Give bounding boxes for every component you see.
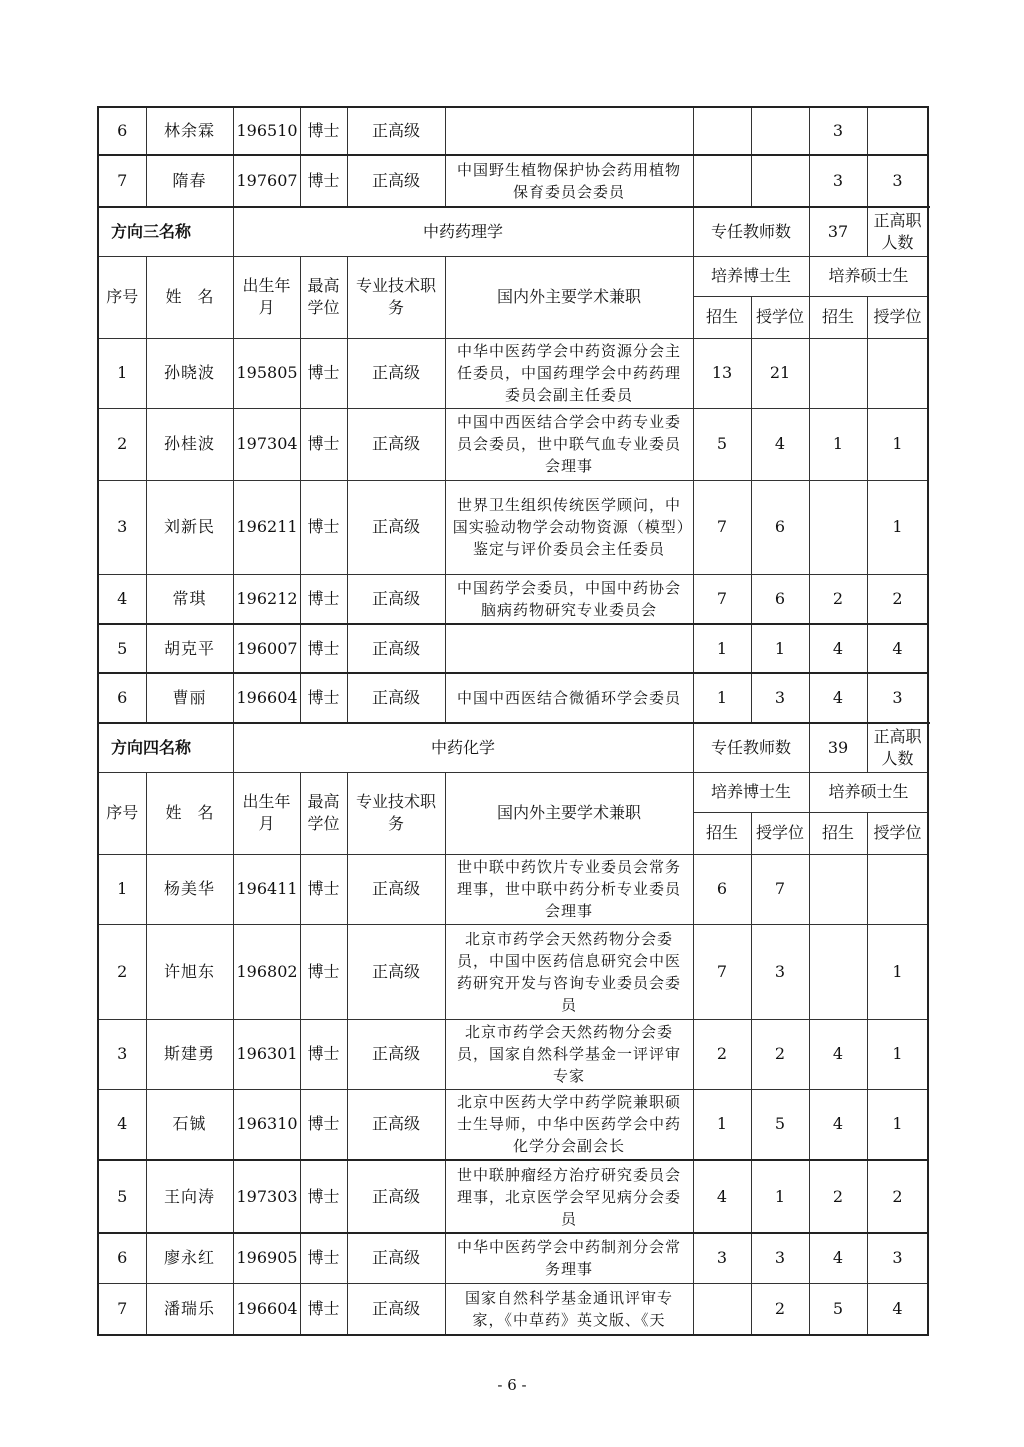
header-title: 专业技术职 务 xyxy=(347,772,445,854)
masters-enrollment: 2 xyxy=(809,1160,867,1233)
birth-date: 196604 xyxy=(233,1283,300,1335)
table-row xyxy=(98,624,928,673)
masters-degrees-awarded: 3 xyxy=(867,673,928,723)
highest-degree: 博士 xyxy=(300,624,347,673)
masters-degrees-awarded: 1 xyxy=(867,480,928,574)
birth-date: 196212 xyxy=(233,574,300,624)
table-row xyxy=(98,924,928,1019)
highest-degree: 博士 xyxy=(300,107,347,155)
phd-degrees-awarded: 6 xyxy=(751,480,809,574)
teacher-name: 王向涛 xyxy=(146,1160,233,1233)
professional-title: 正高级 xyxy=(347,107,445,155)
academic-roles: 中国中西医结合学会中药专业委员会委员，世中联气血专业委员会理事 xyxy=(445,408,693,480)
academic-roles: 北京市药学会天然药物分会委员，中国中医药信息研究会中医药研究开发与咨询专业委员会委员 xyxy=(445,924,693,1019)
masters-enrollment: 4 xyxy=(809,673,867,723)
masters-degrees-awarded: 1 xyxy=(867,1089,928,1160)
phd-enrollment xyxy=(693,107,751,155)
birth-date: 196510 xyxy=(233,107,300,155)
phd-degrees-awarded: 4 xyxy=(751,408,809,480)
phd-enrollment: 7 xyxy=(693,574,751,624)
masters-enrollment: 4 xyxy=(809,1233,867,1283)
header-row xyxy=(98,772,928,812)
phd-degrees-awarded: 3 xyxy=(751,673,809,723)
serial-number: 1 xyxy=(98,854,146,924)
phd-degrees-awarded: 3 xyxy=(751,924,809,1019)
professional-title: 正高级 xyxy=(347,574,445,624)
highest-degree: 博士 xyxy=(300,673,347,723)
serial-number: 5 xyxy=(98,624,146,673)
masters-degrees-awarded: 3 xyxy=(867,155,928,207)
phd-enrollment xyxy=(693,155,751,207)
academic-roles: 国家自然科学基金通讯评审专家，《中草药》英文版、《天 xyxy=(445,1283,693,1335)
academic-roles: 中国中西医结合微循环学会委员 xyxy=(445,673,693,723)
masters-enrollment: 5 xyxy=(809,1283,867,1335)
teacher-name: 廖永红 xyxy=(146,1233,233,1283)
professional-title: 正高级 xyxy=(347,673,445,723)
header-ms-award: 授学位 xyxy=(867,812,928,854)
academic-roles: 中国药学会委员，中国中药协会脑病药物研究专业委员会 xyxy=(445,574,693,624)
phd-enrollment: 6 xyxy=(693,854,751,924)
phd-degrees-awarded: 5 xyxy=(751,1089,809,1160)
teacher-name: 杨美华 xyxy=(146,854,233,924)
birth-date: 196802 xyxy=(233,924,300,1019)
table-row xyxy=(98,1089,928,1160)
table-row xyxy=(98,155,928,207)
table-row xyxy=(98,673,928,723)
table-row xyxy=(98,1233,928,1283)
header-masters: 培养硕士生 xyxy=(809,772,928,812)
phd-degrees-awarded: 1 xyxy=(751,624,809,673)
header-serial: 序号 xyxy=(98,256,146,338)
highest-degree: 博士 xyxy=(300,155,347,207)
phd-degrees-awarded: 2 xyxy=(751,1019,809,1089)
professional-title: 正高级 xyxy=(347,1283,445,1335)
professional-title: 正高级 xyxy=(347,1233,445,1283)
birth-date: 196905 xyxy=(233,1233,300,1283)
teacher-count-label: 专任教师数 xyxy=(693,723,809,772)
masters-enrollment: 1 xyxy=(809,408,867,480)
phd-degrees-awarded: 6 xyxy=(751,574,809,624)
masters-degrees-awarded: 2 xyxy=(867,1160,928,1233)
table-row xyxy=(98,1160,928,1233)
highest-degree: 博士 xyxy=(300,408,347,480)
academic-roles: 中国野生植物保护协会药用植物保育委员会委员 xyxy=(445,155,693,207)
serial-number: 1 xyxy=(98,338,146,408)
masters-degrees-awarded: 1 xyxy=(867,924,928,1019)
masters-degrees-awarded xyxy=(867,854,928,924)
serial-number: 6 xyxy=(98,673,146,723)
professional-title: 正高级 xyxy=(347,480,445,574)
birth-date: 197304 xyxy=(233,408,300,480)
academic-roles xyxy=(445,107,693,155)
highest-degree: 博士 xyxy=(300,574,347,624)
academic-roles: 北京中医药大学中药学院兼职硕士生导师，中华中医药学会中药化学分会副会长 xyxy=(445,1089,693,1160)
phd-enrollment: 1 xyxy=(693,624,751,673)
header-phd-award: 授学位 xyxy=(751,812,809,854)
teacher-name: 胡克平 xyxy=(146,624,233,673)
teacher-name: 斯建勇 xyxy=(146,1019,233,1089)
masters-degrees-awarded xyxy=(867,107,928,155)
serial-number: 7 xyxy=(98,1283,146,1335)
masters-enrollment xyxy=(809,854,867,924)
header-ms-enroll: 招生 xyxy=(809,296,867,338)
senior-count-label: 正高职人数 xyxy=(867,723,928,772)
serial-number: 4 xyxy=(98,1089,146,1160)
academic-roles: 中华中医药学会中药资源分会主任委员，中国药理学会中药药理委员会副主任委员 xyxy=(445,338,693,408)
phd-enrollment: 7 xyxy=(693,924,751,1019)
highest-degree: 博士 xyxy=(300,480,347,574)
masters-enrollment: 4 xyxy=(809,624,867,673)
serial-number: 4 xyxy=(98,574,146,624)
professional-title: 正高级 xyxy=(347,1160,445,1233)
table-row xyxy=(98,480,928,574)
highest-degree: 博士 xyxy=(300,854,347,924)
professional-title: 正高级 xyxy=(347,854,445,924)
professional-title: 正高级 xyxy=(347,1089,445,1160)
birth-date: 196411 xyxy=(233,854,300,924)
masters-degrees-awarded: 2 xyxy=(867,574,928,624)
header-birth: 出生年月 xyxy=(233,772,300,854)
masters-degrees-awarded: 4 xyxy=(867,1283,928,1335)
professional-title: 正高级 xyxy=(347,1019,445,1089)
header-birth: 出生年月 xyxy=(233,256,300,338)
professional-title: 正高级 xyxy=(347,624,445,673)
phd-degrees-awarded: 21 xyxy=(751,338,809,408)
masters-enrollment: 4 xyxy=(809,1019,867,1089)
serial-number: 7 xyxy=(98,155,146,207)
phd-degrees-awarded: 3 xyxy=(751,1233,809,1283)
header-serial: 序号 xyxy=(98,772,146,854)
masters-enrollment: 2 xyxy=(809,574,867,624)
academic-roles xyxy=(445,624,693,673)
direction-label: 方向三名称 xyxy=(98,207,233,256)
phd-enrollment: 3 xyxy=(693,1233,751,1283)
birth-date: 197303 xyxy=(233,1160,300,1233)
academic-roles: 中华中医药学会中药制剂分会常务理事 xyxy=(445,1233,693,1283)
masters-enrollment: 4 xyxy=(809,1089,867,1160)
phd-enrollment: 2 xyxy=(693,1019,751,1089)
serial-number: 5 xyxy=(98,1160,146,1233)
teacher-name: 孙桂波 xyxy=(146,408,233,480)
direction-label: 方向四名称 xyxy=(98,723,233,772)
header-phd: 培养博士生 xyxy=(693,256,809,296)
table-row xyxy=(98,1019,928,1089)
direction-row xyxy=(98,207,928,256)
header-degree: 最高学位 xyxy=(300,256,347,338)
highest-degree: 博士 xyxy=(300,1283,347,1335)
phd-enrollment: 13 xyxy=(693,338,751,408)
serial-number: 3 xyxy=(98,1019,146,1089)
masters-degrees-awarded: 4 xyxy=(867,624,928,673)
birth-date: 196604 xyxy=(233,673,300,723)
teacher-name: 许旭东 xyxy=(146,924,233,1019)
highest-degree: 博士 xyxy=(300,1160,347,1233)
masters-degrees-awarded: 3 xyxy=(867,1233,928,1283)
masters-degrees-awarded: 1 xyxy=(867,408,928,480)
header-phd: 培养博士生 xyxy=(693,772,809,812)
direction-name: 中药化学 xyxy=(233,723,693,772)
header-phd-enroll: 招生 xyxy=(693,812,751,854)
phd-enrollment: 7 xyxy=(693,480,751,574)
teacher-name: 常琪 xyxy=(146,574,233,624)
header-title: 专业技术职 务 xyxy=(347,256,445,338)
masters-degrees-awarded: 1 xyxy=(867,1019,928,1089)
phd-enrollment: 1 xyxy=(693,673,751,723)
header-masters: 培养硕士生 xyxy=(809,256,928,296)
birth-date: 196007 xyxy=(233,624,300,673)
phd-degrees-awarded xyxy=(751,107,809,155)
phd-enrollment: 4 xyxy=(693,1160,751,1233)
table-row xyxy=(98,408,928,480)
phd-enrollment: 1 xyxy=(693,1089,751,1160)
header-roles: 国内外主要学术兼职 xyxy=(445,772,693,854)
teacher-name: 潘瑞乐 xyxy=(146,1283,233,1335)
teacher-count: 37 xyxy=(809,207,867,256)
serial-number: 6 xyxy=(98,107,146,155)
page-number: - 6 - xyxy=(497,1376,527,1394)
teacher-name: 林余霖 xyxy=(146,107,233,155)
serial-number: 3 xyxy=(98,480,146,574)
birth-date: 196211 xyxy=(233,480,300,574)
table-row xyxy=(98,338,928,408)
teacher-name: 刘新民 xyxy=(146,480,233,574)
phd-enrollment: 5 xyxy=(693,408,751,480)
senior-count-label: 正高职人数 xyxy=(867,207,928,256)
academic-roles: 世中联肿瘤经方治疗研究委员会理事，北京医学会罕见病分会委员 xyxy=(445,1160,693,1233)
birth-date: 196301 xyxy=(233,1019,300,1089)
masters-enrollment xyxy=(809,480,867,574)
phd-degrees-awarded xyxy=(751,155,809,207)
academic-roles: 世界卫生组织传统医学顾问，中国实验动物学会动物资源（模型）鉴定与评价委员会主任委员 xyxy=(445,480,693,574)
masters-enrollment xyxy=(809,338,867,408)
phd-degrees-awarded: 1 xyxy=(751,1160,809,1233)
masters-enrollment: 3 xyxy=(809,155,867,207)
teacher-count-label: 专任教师数 xyxy=(693,207,809,256)
teacher-name: 石铖 xyxy=(146,1089,233,1160)
table-row xyxy=(98,107,928,155)
masters-enrollment: 3 xyxy=(809,107,867,155)
birth-date: 196310 xyxy=(233,1089,300,1160)
teacher-name: 隋春 xyxy=(146,155,233,207)
masters-enrollment xyxy=(809,924,867,1019)
header-phd-enroll: 招生 xyxy=(693,296,751,338)
table-row xyxy=(98,1283,928,1335)
professional-title: 正高级 xyxy=(347,338,445,408)
direction-name: 中药药理学 xyxy=(233,207,693,256)
highest-degree: 博士 xyxy=(300,1019,347,1089)
serial-number: 2 xyxy=(98,924,146,1019)
phd-degrees-awarded: 2 xyxy=(751,1283,809,1335)
header-phd-award: 授学位 xyxy=(751,296,809,338)
header-row xyxy=(98,256,928,296)
serial-number: 6 xyxy=(98,1233,146,1283)
academic-roles: 北京市药学会天然药物分会委员，国家自然科学基金一评评审专家 xyxy=(445,1019,693,1089)
professional-title: 正高级 xyxy=(347,155,445,207)
phd-degrees-awarded: 7 xyxy=(751,854,809,924)
serial-number: 2 xyxy=(98,408,146,480)
professional-title: 正高级 xyxy=(347,408,445,480)
direction-row xyxy=(98,723,928,772)
table-row xyxy=(98,854,928,924)
birth-date: 197607 xyxy=(233,155,300,207)
professional-title: 正高级 xyxy=(347,924,445,1019)
teacher-name: 曹丽 xyxy=(146,673,233,723)
header-ms-enroll: 招生 xyxy=(809,812,867,854)
academic-roles: 世中联中药饮片专业委员会常务理事，世中联中药分析专业委员会理事 xyxy=(445,854,693,924)
table-row xyxy=(98,574,928,624)
teacher-name: 孙晓波 xyxy=(146,338,233,408)
faculty-table xyxy=(97,106,929,1336)
highest-degree: 博士 xyxy=(300,1089,347,1160)
birth-date: 195805 xyxy=(233,338,300,408)
header-roles: 国内外主要学术兼职 xyxy=(445,256,693,338)
highest-degree: 博士 xyxy=(300,338,347,408)
phd-enrollment xyxy=(693,1283,751,1335)
highest-degree: 博士 xyxy=(300,924,347,1019)
header-name: 姓 名 xyxy=(146,256,233,338)
highest-degree: 博士 xyxy=(300,1233,347,1283)
masters-degrees-awarded xyxy=(867,338,928,408)
header-ms-award: 授学位 xyxy=(867,296,928,338)
header-degree: 最高学位 xyxy=(300,772,347,854)
teacher-count: 39 xyxy=(809,723,867,772)
header-name: 姓 名 xyxy=(146,772,233,854)
